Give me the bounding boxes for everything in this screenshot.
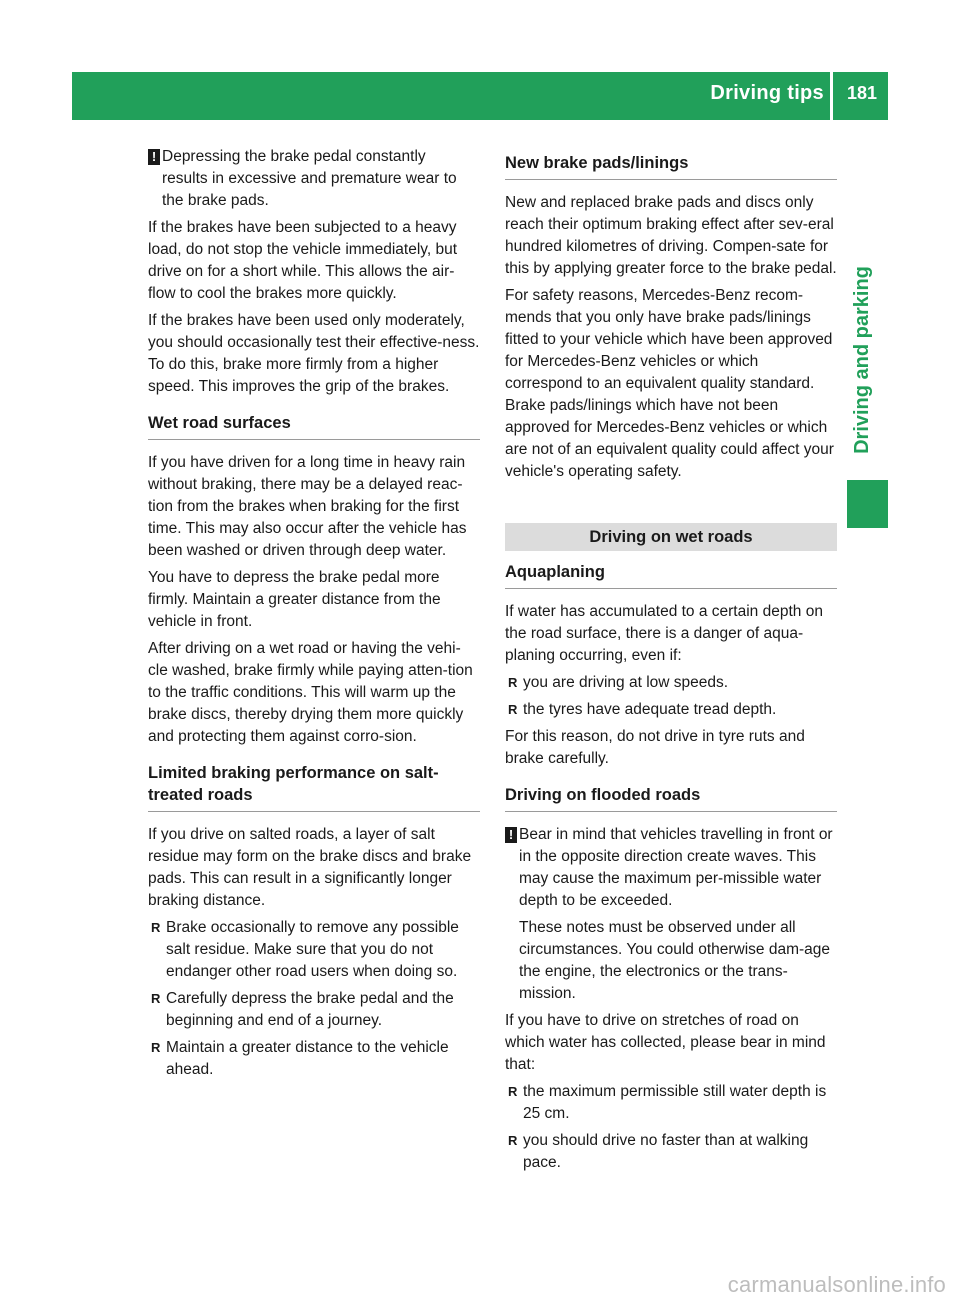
flood-bullet-list [505, 1081, 837, 1174]
section-header-title: Driving tips [710, 82, 824, 104]
warning-icon: ! [505, 827, 517, 843]
bullet-icon: R [508, 1084, 518, 1099]
watermark: carmanualsonline.info [727, 1272, 946, 1297]
warning-line: results in excessive and premature wear to [162, 170, 457, 187]
list-item: R Brake occasionally to remove any possible salt residue. Make sure that you do not endanger other road users when doing so. [151, 919, 459, 980]
paragraph: You have to depress the brake pedal more firmly. Maintain a greater distance from the vehicle in front. [148, 569, 441, 630]
bullet-icon: R [508, 675, 518, 690]
heading-wet-road-surfaces: Wet road surfaces [148, 412, 480, 440]
paragraph: If you have driven for a long time in heavy rain without braking, there may be a delayed reac-tion from the brakes when braking for the first time. This may also occur after the vehicle has been washed or driven through deep water. [148, 454, 467, 559]
paragraph: If you drive on salted roads, a layer of salt residue may form on the brake discs and brake pads. This can result in a significantly longer braking distance. [148, 826, 472, 909]
heading-salt-treated-roads: Limited braking performance on salt-treated roads [148, 762, 480, 812]
list-item: R the maximum permissible still water depth is 25 cm. [508, 1083, 827, 1122]
aquaplaning-bullet-list [505, 672, 837, 721]
list-item: R you should drive no faster than at walking pace. [508, 1132, 809, 1171]
salt-bullet-list [148, 917, 480, 1081]
section-title-driving-on-wet-roads: Driving on wet roads [505, 523, 837, 551]
heading-new-brake-pads: New brake pads/linings [505, 152, 837, 180]
page-number: 181 [846, 83, 878, 103]
paragraph: If you have to drive on stretches of road on which water has collected, please bear in mind that: [505, 1012, 826, 1073]
paragraph: After driving on a wet road or having the vehi-cle washed, brake firmly while paying atten-tion to the traffic conditions. This will warm up the brake discs, thereby drying them more quickly and protecting them against corro-sion. [148, 640, 473, 745]
left-column [148, 146, 480, 1086]
list-item: R Carefully depress the brake pedal and the beginning and end of a journey. [151, 990, 454, 1029]
list-item: R the tyres have adequate tread depth. [505, 699, 837, 721]
bullet-icon: R [151, 1040, 161, 1055]
paragraph: For this reason, do not drive in tyre ruts and brake carefully. [505, 728, 805, 767]
header-divider [830, 72, 833, 120]
bullet-icon: R [151, 991, 161, 1006]
paragraph: If the brakes have been subjected to a heavy load, do not stop the vehicle immediately, but drive on for a short while. This allows the air-flow to cool the brakes more quickly. [148, 219, 458, 302]
side-tab [842, 266, 882, 454]
warning-text: Bear in mind that vehicles travelling in front or in the opposite direction create waves. This may cause the maximum per-missible water depth to be exceeded. [519, 826, 833, 909]
paragraph: If the brakes have been used only moderately, you should occasionally test their effective-ness. To do this, brake more firmly from a higher speed. This improves the grip of the brakes. [148, 312, 480, 395]
bullet-icon: R [151, 920, 161, 935]
warning-line: Depressing the brake pedal constantly [162, 148, 426, 165]
flood-warning [505, 824, 837, 1005]
list-item: R you are driving at low speeds. [505, 672, 837, 694]
side-tab-marker [847, 480, 888, 528]
warning-icon: ! [148, 149, 160, 165]
brake-wear-warning [148, 146, 480, 212]
warning-text: These notes must be observed under all circumstances. You could otherwise dam-age the engine, the electronics or the trans-mission. [519, 919, 831, 1002]
heading-flooded-roads: Driving on flooded roads [505, 784, 837, 812]
paragraph: If water has accumulated to a certain depth on the road surface, there is a danger of aqua-planing occurring, even if: [505, 603, 823, 664]
bullet-icon: R [508, 702, 518, 717]
warning-line: the brake pads. [162, 192, 269, 209]
list-item: R Maintain a greater distance to the vehicle ahead. [151, 1039, 449, 1078]
bullet-icon: R [508, 1133, 518, 1148]
side-tab-label: Driving and parking [851, 266, 873, 454]
paragraph: New and replaced brake pads and discs only reach their optimum braking effect after sev-eral hundred kilometres of driving. Compen-sate for this by applying greater force to the brake pedal. [505, 194, 837, 277]
right-column [505, 146, 837, 1179]
paragraph: For safety reasons, Mercedes-Benz recom-mends that you only have brake pads/linings fitted to your vehicle which have been approved for Mercedes-Benz vehicles or which correspond to an equivalent quality standard. Brake pads/linings which have not been approved for Mercedes-Benz vehicles or which are not of an equivalent quality could affect your vehicle's operating safety. [505, 287, 834, 480]
heading-aquaplaning: Aquaplaning [505, 561, 837, 589]
